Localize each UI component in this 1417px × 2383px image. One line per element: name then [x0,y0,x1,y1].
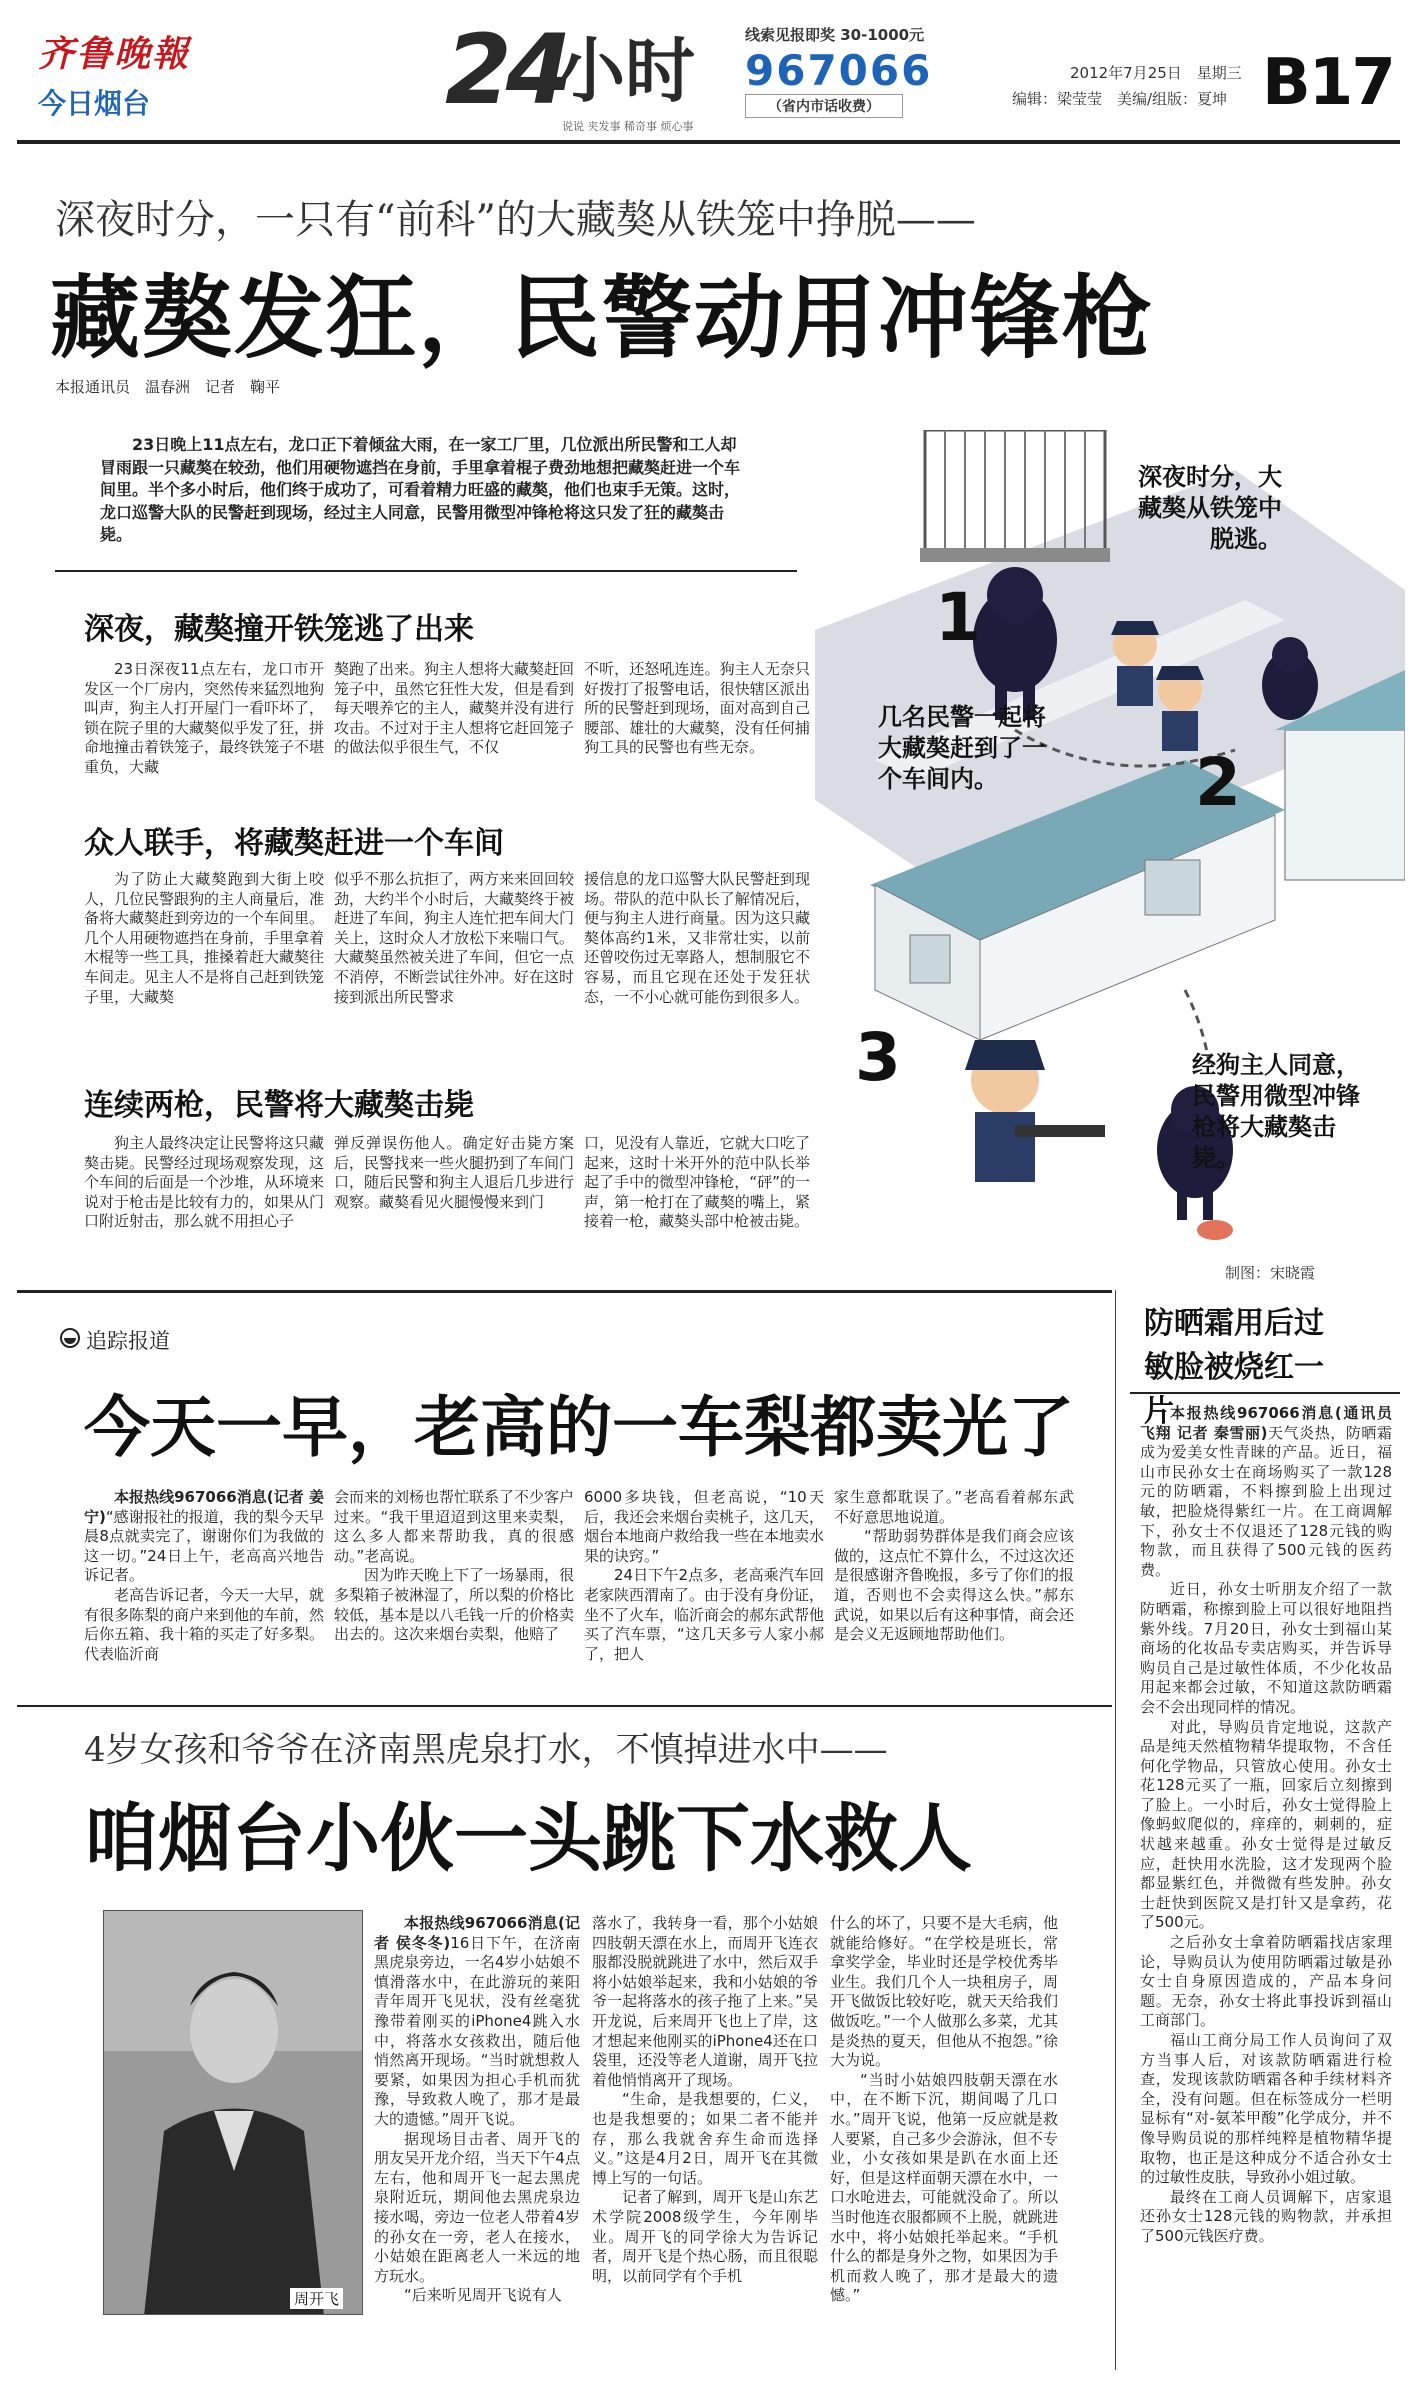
story3-kicker: 4岁女孩和爷爷在济南黑虎泉打水，不慎掉进水中—— [84,1730,888,1770]
rescuer-photo [103,1910,363,2315]
article-column: 家生意都耽误了。”老高看着郝东武不好意思地说道。 “帮助弱势群体是我们商会应该做的，这点忙不算什么，不过这次还是很感谢齐鲁晚报，多亏了你们的报道，否则也不会卖得这么快。”郝东武说，如果以后有这种事情，商会还是会义无返顾地帮助他们。 [834,1488,1075,1644]
police-shooter-figure [965,1040,1105,1182]
sidebar-title: 防晒霜用后过敏脸被烧红一片 [1144,1306,1324,1429]
story1-kicker: 深夜时分，一只有“前科”的大藏獒从铁笼中挣脱—— [55,197,976,243]
callout-escape: 深夜时分，大藏獒从铁笼中脱逃。 [1138,463,1282,553]
photo-caption: 周开飞 [290,2288,343,2309]
hotline-number: 967066 [745,46,933,95]
header-rule [17,140,1400,144]
article-column: 弹反弹误伤他人。确定好击毙方案后，民警找来一些火腿扔到了车间门口，随后民警和狗主人退后几步进行观察。藏獒看见火腿慢慢来到门 [334,1134,575,1211]
callout-herd: 几名民警一起将大藏獒赶到了一个车间内。 [878,703,1046,793]
hotline-note: （省内市话收费） [745,94,903,118]
editor-credits: 编辑：梁莹莹 美编/组版：夏坤 [1012,90,1228,108]
newspaper-brand: 齐鲁晚報 [38,33,191,75]
story2-headline: 今天一早，老高的一车梨都卖光了 [84,1389,1074,1466]
sidebar-divider [1115,1290,1116,2370]
follow-up-label: 追踪报道 [86,1329,170,1353]
illustration-credit: 制图：宋晓霞 [1225,1264,1316,1282]
sidebar-rule [1130,1392,1400,1394]
lead-rule [55,570,797,572]
article-column: 落水了，我转身一看，那个小姑娘四肢朝天漂在水上，而周开飞连衣服都没脱就跳进了水中，然后双手将小姑娘举起来，我和小姑娘的爷爷一起将落水的孩子拖了上来。”吴开龙说，后来周开飞也上了岸，这才想起来他刚买的iPhone4还在口袋里，还没等老人道谢，周开飞拉着他悄悄离开了现场。 “生命，是我想要的，仁义，也是我想要的；如果二者不能并存，那么我就舍弃生命而选择义。”这是4月2日，周开飞在其微博上写的一句话。 记者了解到，周开飞是山东艺术学院2008级学生，今年刚毕业。周开飞的同学徐大为告诉记者，周开飞是个热心肠，而且很聪明，以前同学有个手机 [592,1914,818,2285]
section-title: 众人联手，将藏獒赶进一个车间 [84,826,504,861]
article-column: 狗主人最终决定让民警将这只藏獒击毙。民警经过现场观察发现，这个车间的后面是一个沙堆，从环境来说对于枪击是比较有力的，如果从门口附近射击，那么就不用担心子 [84,1134,325,1231]
article-column: 口，见没有人靠近，它就大口吃了起来，这时十米开外的范中队长举起了手中的微型冲锋枪，“砰”的一声，第一枪打在了藏獒的嘴上，紧接着一枪，藏獒头部中枪被击毙。 [584,1134,810,1231]
page-number: B17 [1262,46,1394,120]
article-column: 援信息的龙口巡警大队民警赶到现场。带队的范中队长了解情况后，便与狗主人进行商量。因为这只藏獒体高约1米，又非常壮实，以前还曾咬伤过无辜路人，想制服它不容易，而且它现在还处于发狂状态，一不小心就可能伤到很多人。 [584,870,810,1006]
section-rule [17,1705,1112,1707]
article-column: 不听，还怒吼连连。狗主人无奈只好拨打了报警电话，很快辖区派出所的民警赶到现场，面对高到自己腰部、雄壮的大藏獒，没有任何捕狗工具的民警也有些无奈。 [584,660,810,757]
article-column: 什么的坏了，只要不是大毛病，他就能给修好。“在学校是班长，常拿奖学金，毕业时还是学校优秀毕业生。我们几个人一块租房子，周开飞做饭比较好吃，就天天给我们做饭吃。”一个人做那么多菜，尤其是炎热的夏天，但他从不抱怨。”徐大为说。 “当时小姑娘四肢朝天漂在水中，在不断下沉，期间喝了几口水。”周开飞说，他第一反应就是救人要紧，自己多少会游泳，但不专业，小女孩如果是趴在水面上还好，但是这样面朝天漂在水中，一口水呛进去，可能就没命了。所以当时他连衣服都顾不上脱，就跳进水中，将小姑娘托举起来。“手机什么的都是身外之物，如果因为手机而救人晚了，那才是最大的遗憾。” [830,1914,1058,2305]
hotline-caption: 线索见报即奖 30-1000元 [745,26,925,44]
issue-date: 2012年7月25日 星期三 [1070,64,1242,82]
step-number: 2 [1195,744,1241,821]
story1-byline: 本报通讯员 温春洲 记者 鞠平 [55,378,281,396]
logo-tagline: 说说 夹发事 稀奇事 烦心事 [562,120,694,133]
article-column: 会而来的刘杨也帮忙联系了不少客户过来。“我干里迢迢到这里来卖梨，这么多人都来帮助我，真的很感动。”老高说。 因为昨天晚上下了一场暴雨，很多梨箱子被淋湿了，所以梨的价格比较低，基本是以八毛钱一斤的价格卖出去的。这次来烟台卖梨，他赔了 [334,1488,575,1644]
article-column: 为了防止大藏獒跑到大街上咬人，几位民警跟狗的主人商量后，准备将大藏獒赶到旁边的一个车间里。几个人用硬物遮挡在身前，手里拿着木棍等一些工具，推搡着赶大藏獒往车间走。见主人不是将自己赶到铁笼子里，大藏獒 [84,870,325,1006]
callout-shoot: 经狗主人同意，民警用微型冲锋枪将大藏獒击毙。 [1192,1051,1360,1172]
story3-headline: 咱烟台小伙一头跳下水救人 [84,1796,972,1882]
step-number: 3 [855,1019,901,1096]
article-column: 本报热线967066消息(记者 姜宁)“感谢报社的报道，我的梨今天早晨8点就卖完了，谢谢你们为我做的这一切。”24日上午，老高高兴地告诉记者。 老高告诉记者，今天一大早，就有很多陈梨的商户来到他的车前，然后你五箱、我十箱的买走了好多梨。代表临沂商 [84,1488,325,1663]
story1-headline: 藏獒发狂，民警动用冲锋枪 [50,266,1154,371]
follow-up-icon [60,1328,80,1348]
article-column: 似乎不那么抗拒了，两方来来回回较劲，大约半个小时后，大藏獒终于被赶进了车间，狗主人连忙把车间大门关上，这时众人才放松下来喘口气。大藏獒虽然被关进了车间，但它一点不消停，不断尝试往外冲。好在这时接到派出所民警求 [334,870,575,1006]
step-number: 1 [935,579,981,656]
article-column: 6000多块钱，但老高说，“10天后，我还会来烟台卖桃子，这几天，烟台本地商户救给我一些在本地卖水果的诀窍。” 24日下午2点多，老高乘汽车回老家陕西渭南了。由于没有身份证，坐不了火车，临沂商会的郝东武帮他买了汽车票，“这几天多亏人家小郝了，把人 [584,1488,825,1663]
article-column: 獒跑了出来。狗主人想将大藏獒赶回笼子中，虽然它狂性大发，但是看到每天喂养它的主人，藏獒并没有进行攻击。不过对于主人想将它赶回笼子的做法似乎很生气，不仅 [334,660,575,757]
story1-lead: 23日晚上11点左右，龙口正下着倾盆大雨，在一家工厂里，几位派出所民警和工人却冒雨跟一只藏獒在较劲，他们用硬物遮挡在身前，手里拿着棍子费劲地想把藏獒赶进一个车间里。半个多小时后，他们终于成功了，可看着精力旺盛的藏獒，他们也束手无策。这时，龙口巡警大队的民警赶到现场，经过主人同意，民警用微型冲锋枪将这只发了狂的藏獒击毙。 [100,435,741,544]
article-column: 本报热线967066消息(记者 侯冬冬)16日下午，在济南黑虎泉旁边，一名4岁小姑娘不慎滑落水中，在此游玩的莱阳青年周开飞见状，没有丝毫犹豫带着刚买的iPhone4跳入水中，将落水女孩救出，随后他悄然离开现场。“当时就想救人要紧，如果因为担心手机而犹豫，导致救人晚了，那才是最大的遗憾。”周开飞说。 据现场目击者、周开飞的朋友吴开龙介绍，当天下午4点左右，他和周开飞一起去黑虎泉附近玩，期间他去黑虎泉边接水喝，旁边一位老人带着4岁的孙女在一旁，老人在接水，小姑娘在距离老人一米远的地方玩水。 “后来听见周开飞说有人 [374,1914,581,2305]
section-title: 连续两枪，民警将大藏獒击毙 [84,1088,474,1123]
ham-bait-icon [1197,1220,1233,1240]
logo-number: 24 [445,14,567,126]
edition-name: 今日烟台 [38,87,151,120]
logo-word: 小时 [555,30,695,112]
section-title: 深夜，藏獒撞开铁笼逃了出来 [84,612,474,647]
sidebar-article: 本报热线967066消息(通讯员 飞翔 记者 秦雪丽)天气炎热，防晒霜成为爱美女性青睐的产品。近日，福山市民孙女士在商场购买了一款128元的防晒霜，不料擦到脸上出现过敏，把脸烧得紫红一片。在工商调解下，孙女士不仅退还了128元钱的购物款，而且获得了500元钱的医药费。 近日，孙女士听朋友介绍了一款防晒霜，称擦到脸上可以很好地阻挡紫外线。7月20日，孙女士到福山某商场的化妆品专卖店购买，并告诉导购员自己是过敏性体质，不少化妆品用起来都会过敏，不知道这款防晒霜会不会出现同样的情况。 对此，导购员肯定地说，这款产品是纯天然植物精华提取物，不含任何化学物品，只管放心使用。孙女士花128元买了一瓶，回家后立刻擦到了脸上。一小时后，孙女士觉得脸上像蚂蚁爬似的，痒痒的，刺刺的，症状越来越重。孙女士觉得是过敏反应，赶快用水洗脸，这才发现两个脸都显紫红色，并微微有些发肿。孙女士赶快到医院又是打针又是拿药，花了500元。 之后孙女士拿着防晒霜找店家理论，导购员认为使用防晒霜过敏是孙女士自身原因造成的，产品本身问题。无奈，孙女士将此事投诉到福山工商部门。 福山工商分局工作人员询问了双方当事人后，对该款防晒霜进行检查，发现该款防晒霜各种手续材料齐全，没有问题。但在标签成分一栏明显标有“对-氨苯甲酸”化学成分，并不像导购员说的那样纯粹是植物精华提取物，也正是这种成分不适合孙女士的过敏性皮肤，导致孙小姐过敏。 最终在工商人员调解下，店家退还孙女士128元钱的购物款，并承担了500元钱医疗费。 [1140,1404,1392,2245]
article-column: 23日深夜11点左右，龙口市开发区一个厂房内，突然传来猛烈地狗叫声，狗主人打开屋门一看吓坏了，锁在院子里的大藏獒似乎发了狂，拼命地撞击着铁笼子，最终铁笼子不堪重负，大藏 [84,660,325,776]
section-rule [17,1290,1112,1293]
